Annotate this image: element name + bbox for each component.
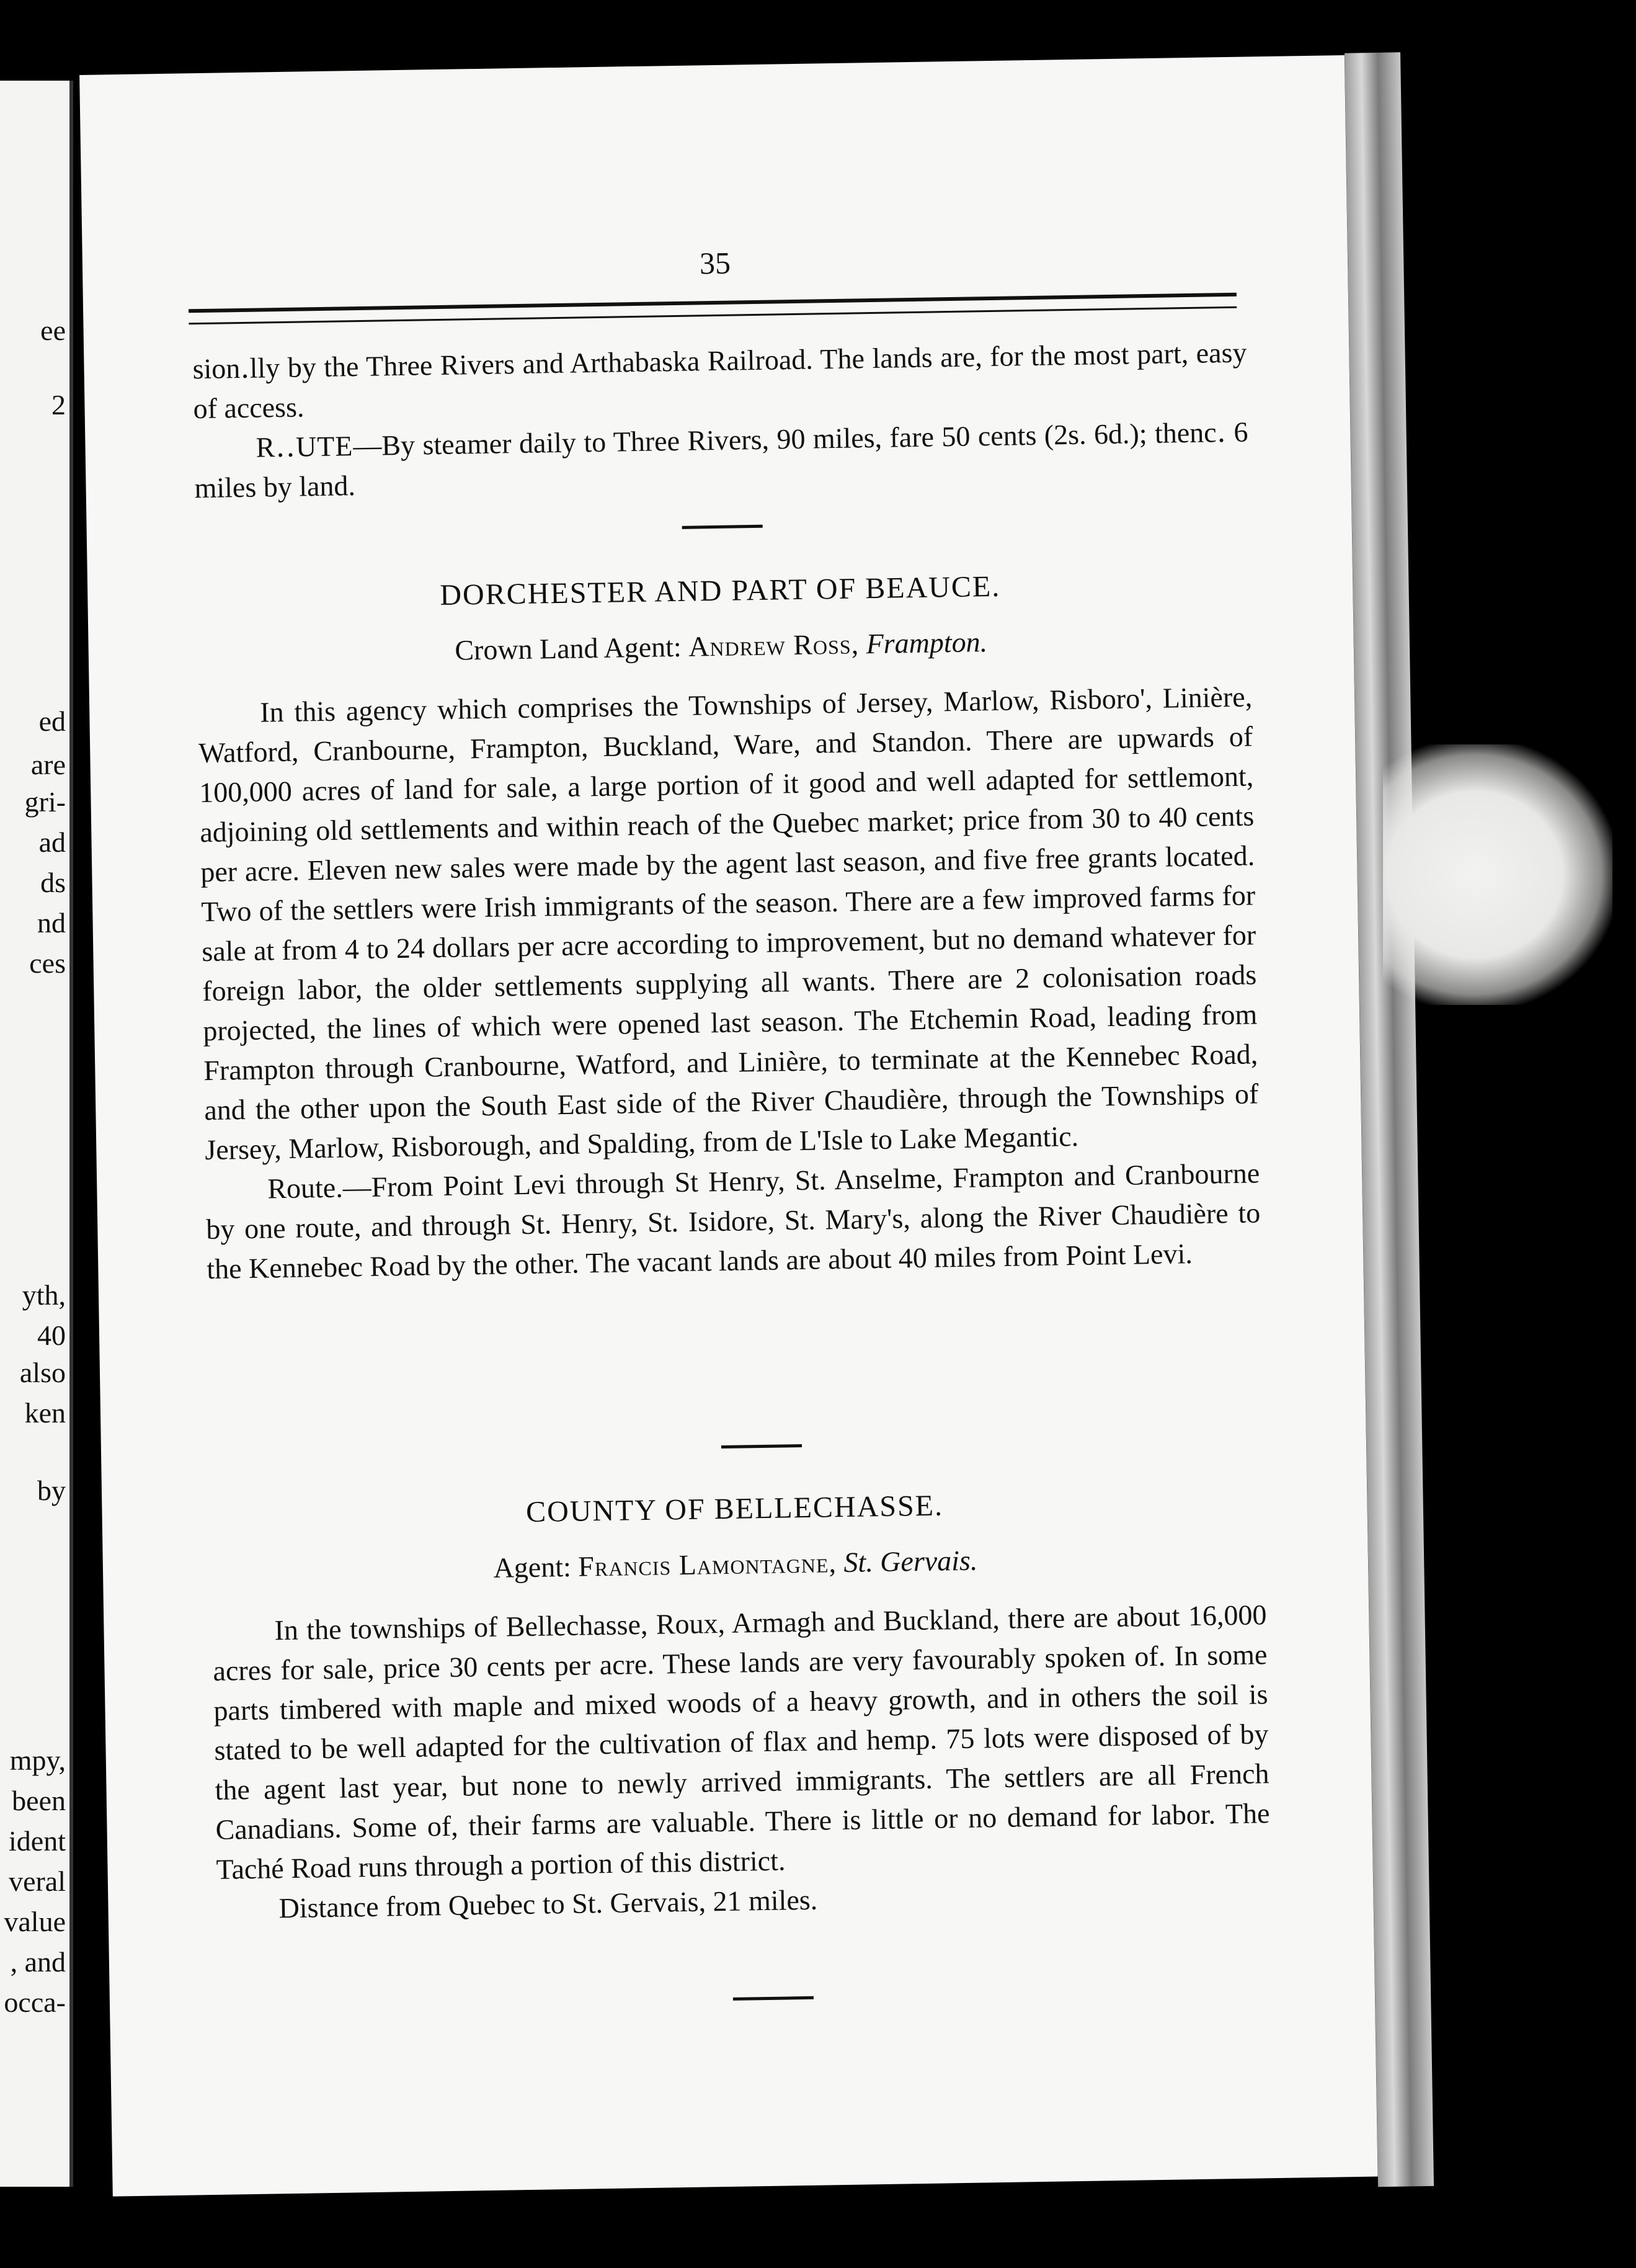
left-fragment: gri-	[24, 786, 66, 818]
left-fragment: ident	[9, 1825, 66, 1857]
section-divider	[682, 525, 763, 529]
continued-paragraph: sion․lly by the Three Rivers and Arthabaska Railroad. The lands are, for the most part, easy of access.	[192, 336, 1247, 425]
left-fragment: are	[30, 749, 66, 780]
route-paragraph	[193, 412, 1249, 508]
header-rule	[189, 293, 1237, 325]
left-fragment: veral	[9, 1865, 66, 1897]
bellechasse-paragraph: In the townships of Bellechasse, Roux, Armagh and Buckland, there are about 16,000 acres for sale, price 30 cents per acre. These lands are very favourably spoken of. In some parts timbered with maple and mixed woods of a heavy growth, and in others the soil is stated to be well adapted for the cultivation of flax and hemp. 75 lots were disposed of by the agent last year, but none to newly arrived immigrants. The settlers are all French Canadians. Some of, their farms are valuable. There is little or no demand for labor. The Taché Road runs through a portion of this district.	[213, 1599, 1270, 1885]
agent-place: Frampton.	[866, 626, 988, 660]
left-fragment: ed	[38, 705, 66, 737]
left-fragment: mpy,	[9, 1744, 66, 1776]
section-divider	[733, 1996, 814, 2001]
section-divider	[721, 1444, 802, 1449]
left-fragment: ad	[38, 826, 66, 858]
left-fragment: value	[4, 1906, 66, 1937]
left-fragment: been	[12, 1785, 66, 1816]
dorchester-route-paragraph: Route.—From Point Levi through St Henry, St. Anselme, Frampton and Cranbourne by one route, and through St. Henry, St. Isidore, St. Mary's, along the River Chaudière to the Kennebec Road by the other. The vacant lands are about 40 miles from Point Levi.	[205, 1157, 1261, 1285]
continued-text	[192, 333, 1249, 509]
left-fragment: 2	[51, 389, 66, 421]
left-fragment: 40	[37, 1319, 66, 1351]
agent-name: Andrew Ross,	[688, 628, 860, 663]
route-label: R․․UTE	[256, 430, 353, 463]
agent-label: Crown Land Agent:	[454, 630, 682, 666]
section-heading-dorchester: DORCHESTER AND PART OF BEAUCE.	[439, 569, 1001, 612]
left-fragment: also	[19, 1357, 66, 1388]
agent-name: Francis Lamontagne,	[577, 1547, 837, 1583]
left-fragment: , and	[10, 1946, 66, 1978]
bellechasse-distance-paragraph: Distance from Quebec to St. Gervais, 21 miles.	[278, 1883, 818, 1924]
previous-page-strip	[0, 81, 73, 2187]
agent-place: St. Gervais.	[843, 1544, 978, 1578]
agent-line-dorchester	[88, 620, 1354, 672]
left-fragment: occa-	[4, 1986, 66, 2018]
route-text: —By steamer daily to Three Rivers, 90 miles, fare 50 cents (2s. 6d.); thenc․ 6 miles by land.	[194, 416, 1248, 504]
agent-line-bellechasse	[103, 1538, 1369, 1591]
left-fragment: yth,	[22, 1279, 66, 1311]
left-fragment: by	[37, 1475, 66, 1506]
bellechasse-text	[212, 1595, 1271, 1929]
paper-stain	[1383, 744, 1612, 1005]
dorchester-paragraph: In this agency which comprises the Townships of Jersey, Marlow, Risboro', Linière, Watford, Cranbourne, Frampton, Buckland, Ware, and Standon. There are upwards of 100,000 acres of land for sale, a large portion of it good and well adapted for settlemont, adjoining old settlements and within reach of the Quebec market; price from 30 to 40 cents per acre. Eleven new sales were made by the agent last season, and five free grants located. Two of the settlers were Irish immigrants of the season. There are a few improved farms for sale at from 4 to 24 dollars per acre according to improvement, but no demand whatever for foreign labor, the older settlements supplying all wants. There are 2 colonisation roads projected, the lines of which were opened last season. The Etchemin Road, leading from Frampton through Cranbourne, Watford, and Linière, to terminate at the Kennebec Road, and the other upon the South East side of the River Chaudière, through the Townships of Jersey, Marlow, Risborough, and Spalding, from de L'Isle to Lake Megantic.	[198, 681, 1259, 1166]
left-fragment: ken	[24, 1397, 66, 1429]
document-page	[79, 55, 1377, 2197]
section-heading-bellechasse: COUNTY OF BELLECHASSE.	[525, 1489, 944, 1529]
left-fragment: nd	[37, 907, 66, 939]
left-fragment: ee	[40, 315, 66, 346]
left-fragment: ds	[40, 867, 66, 898]
dorchester-text	[198, 677, 1261, 1289]
left-fragment: ces	[29, 947, 66, 979]
page-number: 35	[699, 245, 731, 281]
agent-label: Agent:	[493, 1550, 572, 1584]
